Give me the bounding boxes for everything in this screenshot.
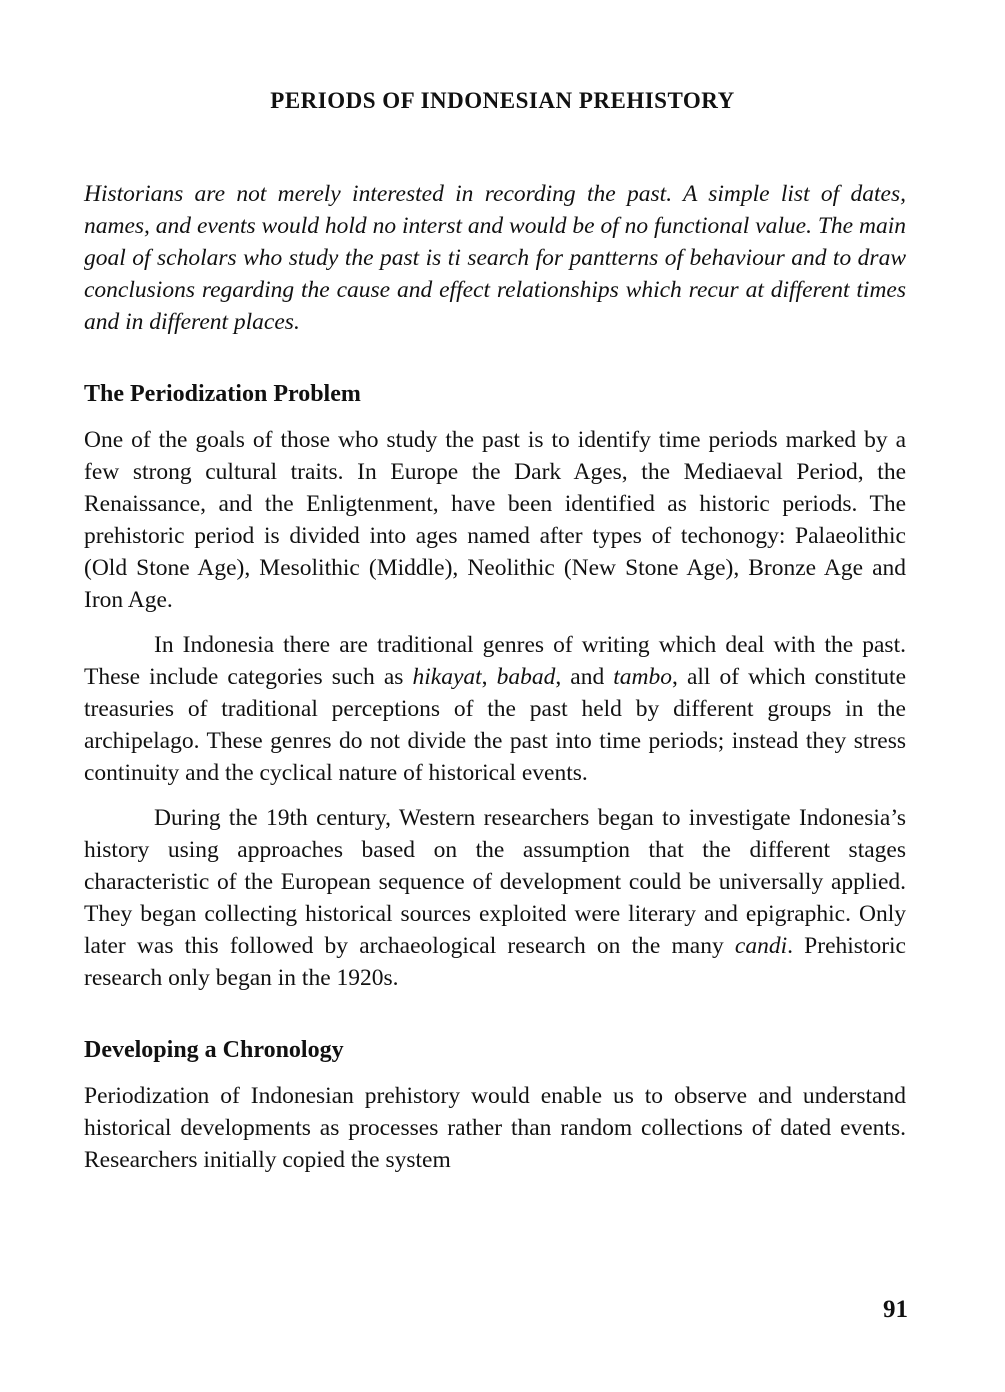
periodization-paragraph-2 bbox=[84, 629, 906, 789]
term-tambo: tambo bbox=[613, 664, 673, 690]
page-number: 91 bbox=[883, 1296, 908, 1323]
page-content bbox=[84, 178, 906, 1176]
paragraph-text: During the 19th century, Western researchers began to investigate Indonesia’s history using approaches based on the assumption that the different stages characteristic of the European sequence of development could be universally applied. They began collecting historical sources exploited were literary and epigraphic. Only later was this followed by archaeological research on the many bbox=[84, 805, 906, 959]
intro-paragraph: Historians are not merely interested in recording the past. A simple list of dates, names, and events would hold no interst and would be of no functional value. The main goal of scholars who study the past is ti search for pantterns of behaviour and to draw conclusions regarding the cause and effect relationships which recur at different times and in different places. bbox=[84, 181, 906, 335]
paragraph-text: . Prehistoric research only began in the 1920s. bbox=[84, 933, 906, 991]
chapter-title: PERIODS OF INDONESIAN PREHISTORY bbox=[270, 88, 735, 113]
term-hikayat: hikayat bbox=[412, 664, 482, 690]
paragraph-text: , and bbox=[555, 664, 614, 690]
section-heading-chronology: Developing a Chronology bbox=[84, 1037, 344, 1063]
periodization-paragraph-1: One of the goals of those who study the past is to identify time periods marked by a few strong cultural traits. In Europe the Dark Ages, the Mediaeval Period, the Renaissance, and the Enligtenment, have been identified as historic periods. The prehistoric period is divided into ages named after types of techonogy: Palaeolithic (Old Stone Age), Mesolithic (Middle), Neolithic (New Stone Age), Bronze Age and Iron Age. bbox=[84, 427, 906, 613]
periodization-paragraph-3 bbox=[84, 802, 906, 994]
term-candi: candi bbox=[734, 933, 788, 959]
paragraph-text: , all of which constitute treasuries of traditional perceptions of the past held by different groups in the archipelago. These genres do not divide the past into time periods; instead they stress continuity and the cyclical nature of historical events. bbox=[84, 664, 907, 786]
section-heading-periodization: The Periodization Problem bbox=[84, 381, 361, 407]
term-babad: babad bbox=[496, 664, 556, 690]
paragraph-text: , bbox=[481, 664, 497, 690]
chronology-paragraph-1: Periodization of Indonesian prehistory would enable us to observe and understand historical developments as processes rather than random collections of dated events. Researchers initially copied the system bbox=[84, 1083, 906, 1173]
paragraph-text: In Indonesia there are traditional genres of writing which deal with the past. These include categories such as bbox=[84, 632, 906, 690]
